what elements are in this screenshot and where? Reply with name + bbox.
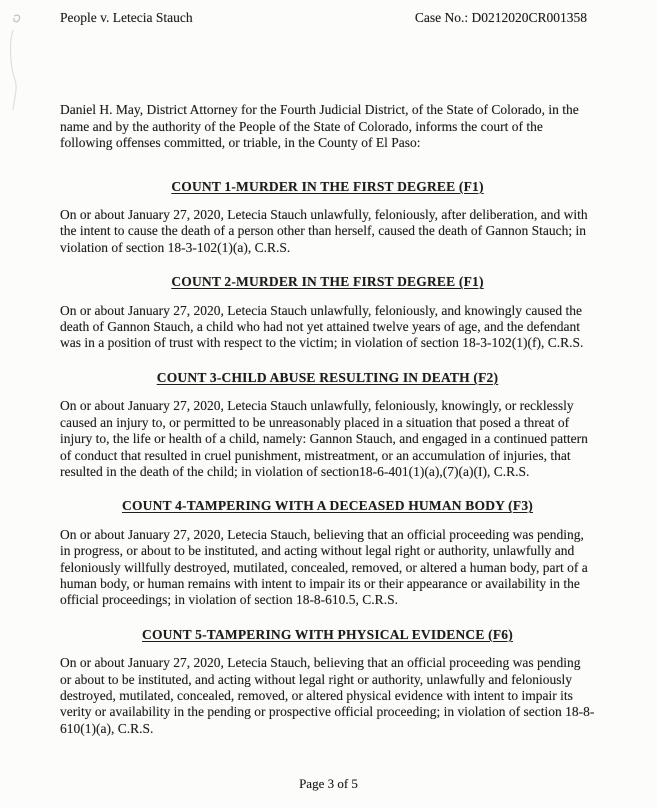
count-3-heading: COUNT 3-CHILD ABUSE RESULTING IN DEATH (F2) [156, 369, 499, 385]
count-section [60, 627, 595, 737]
count-4-body: On or about January 27, 2020, Letecia Stauch, believing that an official proceeding was pending, in progress, or about to be instituted, and acting without legal right or authority, unlawfully and feloniously willfully destroyed, mutilated, concealed, removed, or altered a human body, part of a human body, or human remains with intent to impair its or their appearance or availability in the official proceedings; in violation of section 18-8-610.5, C.R.S. [60, 526, 588, 608]
document-header [60, 10, 587, 26]
case-number: Case No.: D0212020CR001358 [414, 10, 587, 25]
intro-paragraph: Daniel H. May, District Attorney for the Fourth Judicial District, of the State of Colorado, in the name and by the authority of the People of the State of Colorado, informs the court of the following offenses committed, or triable, in the County of El Paso: [60, 102, 579, 151]
count-1-body: On or about January 27, 2020, Letecia Stauch unlawfully, feloniously, after deliberation, and with the intent to cause the death of a person other than herself, caused the death of Gannon Stauch; in violation of section 18-3-102(1)(a), C.R.S. [60, 207, 588, 255]
count-5-body: On or about January 27, 2020, Letecia Stauch, believing that an official proceeding was pending or about to be instituted, and acting without legal right or authority, unlawfully and feloniously destroyed, mutilated, concealed, removed, or altered physical evidence with intent to impair its verity or availability in the pending or prospective official proceeding; in violation of section 18-8-610(1)(a), C.R.S. [60, 655, 595, 736]
count-3-body: On or about January 27, 2020, Letecia Stauch unlawfully, feloniously, knowingly, or recklessly caused an injury to, or permitted to be unreasonably placed in a situation that posed a threat of injury to, the life or health of a child, namely: Gannon Stauch, and engaged in a continued pattern of conduct that resulted in cruel punishment, mistreatment, or an accumulation of injuries, that resulted in the death of the child; in violation of section18-6-401(1)(a),(7)(a)(I), C.R.S. [60, 398, 588, 479]
count-1-heading: COUNT 1-MURDER IN THE FIRST DEGREE (F1) [171, 178, 484, 194]
count-section [60, 179, 595, 257]
count-5-heading: COUNT 5-TAMPERING WITH PHYSICAL EVIDENCE (F6) [142, 626, 513, 642]
count-2-body: On or about January 27, 2020, Letecia Stauch unlawfully, feloniously, and knowingly caused the death of Gannon Stauch, a child who had not yet attained twelve years of age, and the defendant was in a position of trust with respect to the victim; in violation of section 18-3-102(1)(f), C.R.S. [60, 302, 584, 351]
count-2-heading: COUNT 2-MURDER IN THE FIRST DEGREE (F1) [171, 274, 484, 290]
page-number-footer: Page 3 of 5 [299, 776, 358, 791]
case-title: People v. Letecia Stauch [60, 10, 193, 25]
count-section [60, 370, 595, 480]
count-section [60, 498, 595, 608]
count-section [60, 274, 595, 352]
count-4-heading: COUNT 4-TAMPERING WITH A DECEASED HUMAN BODY (F3) [122, 498, 533, 514]
